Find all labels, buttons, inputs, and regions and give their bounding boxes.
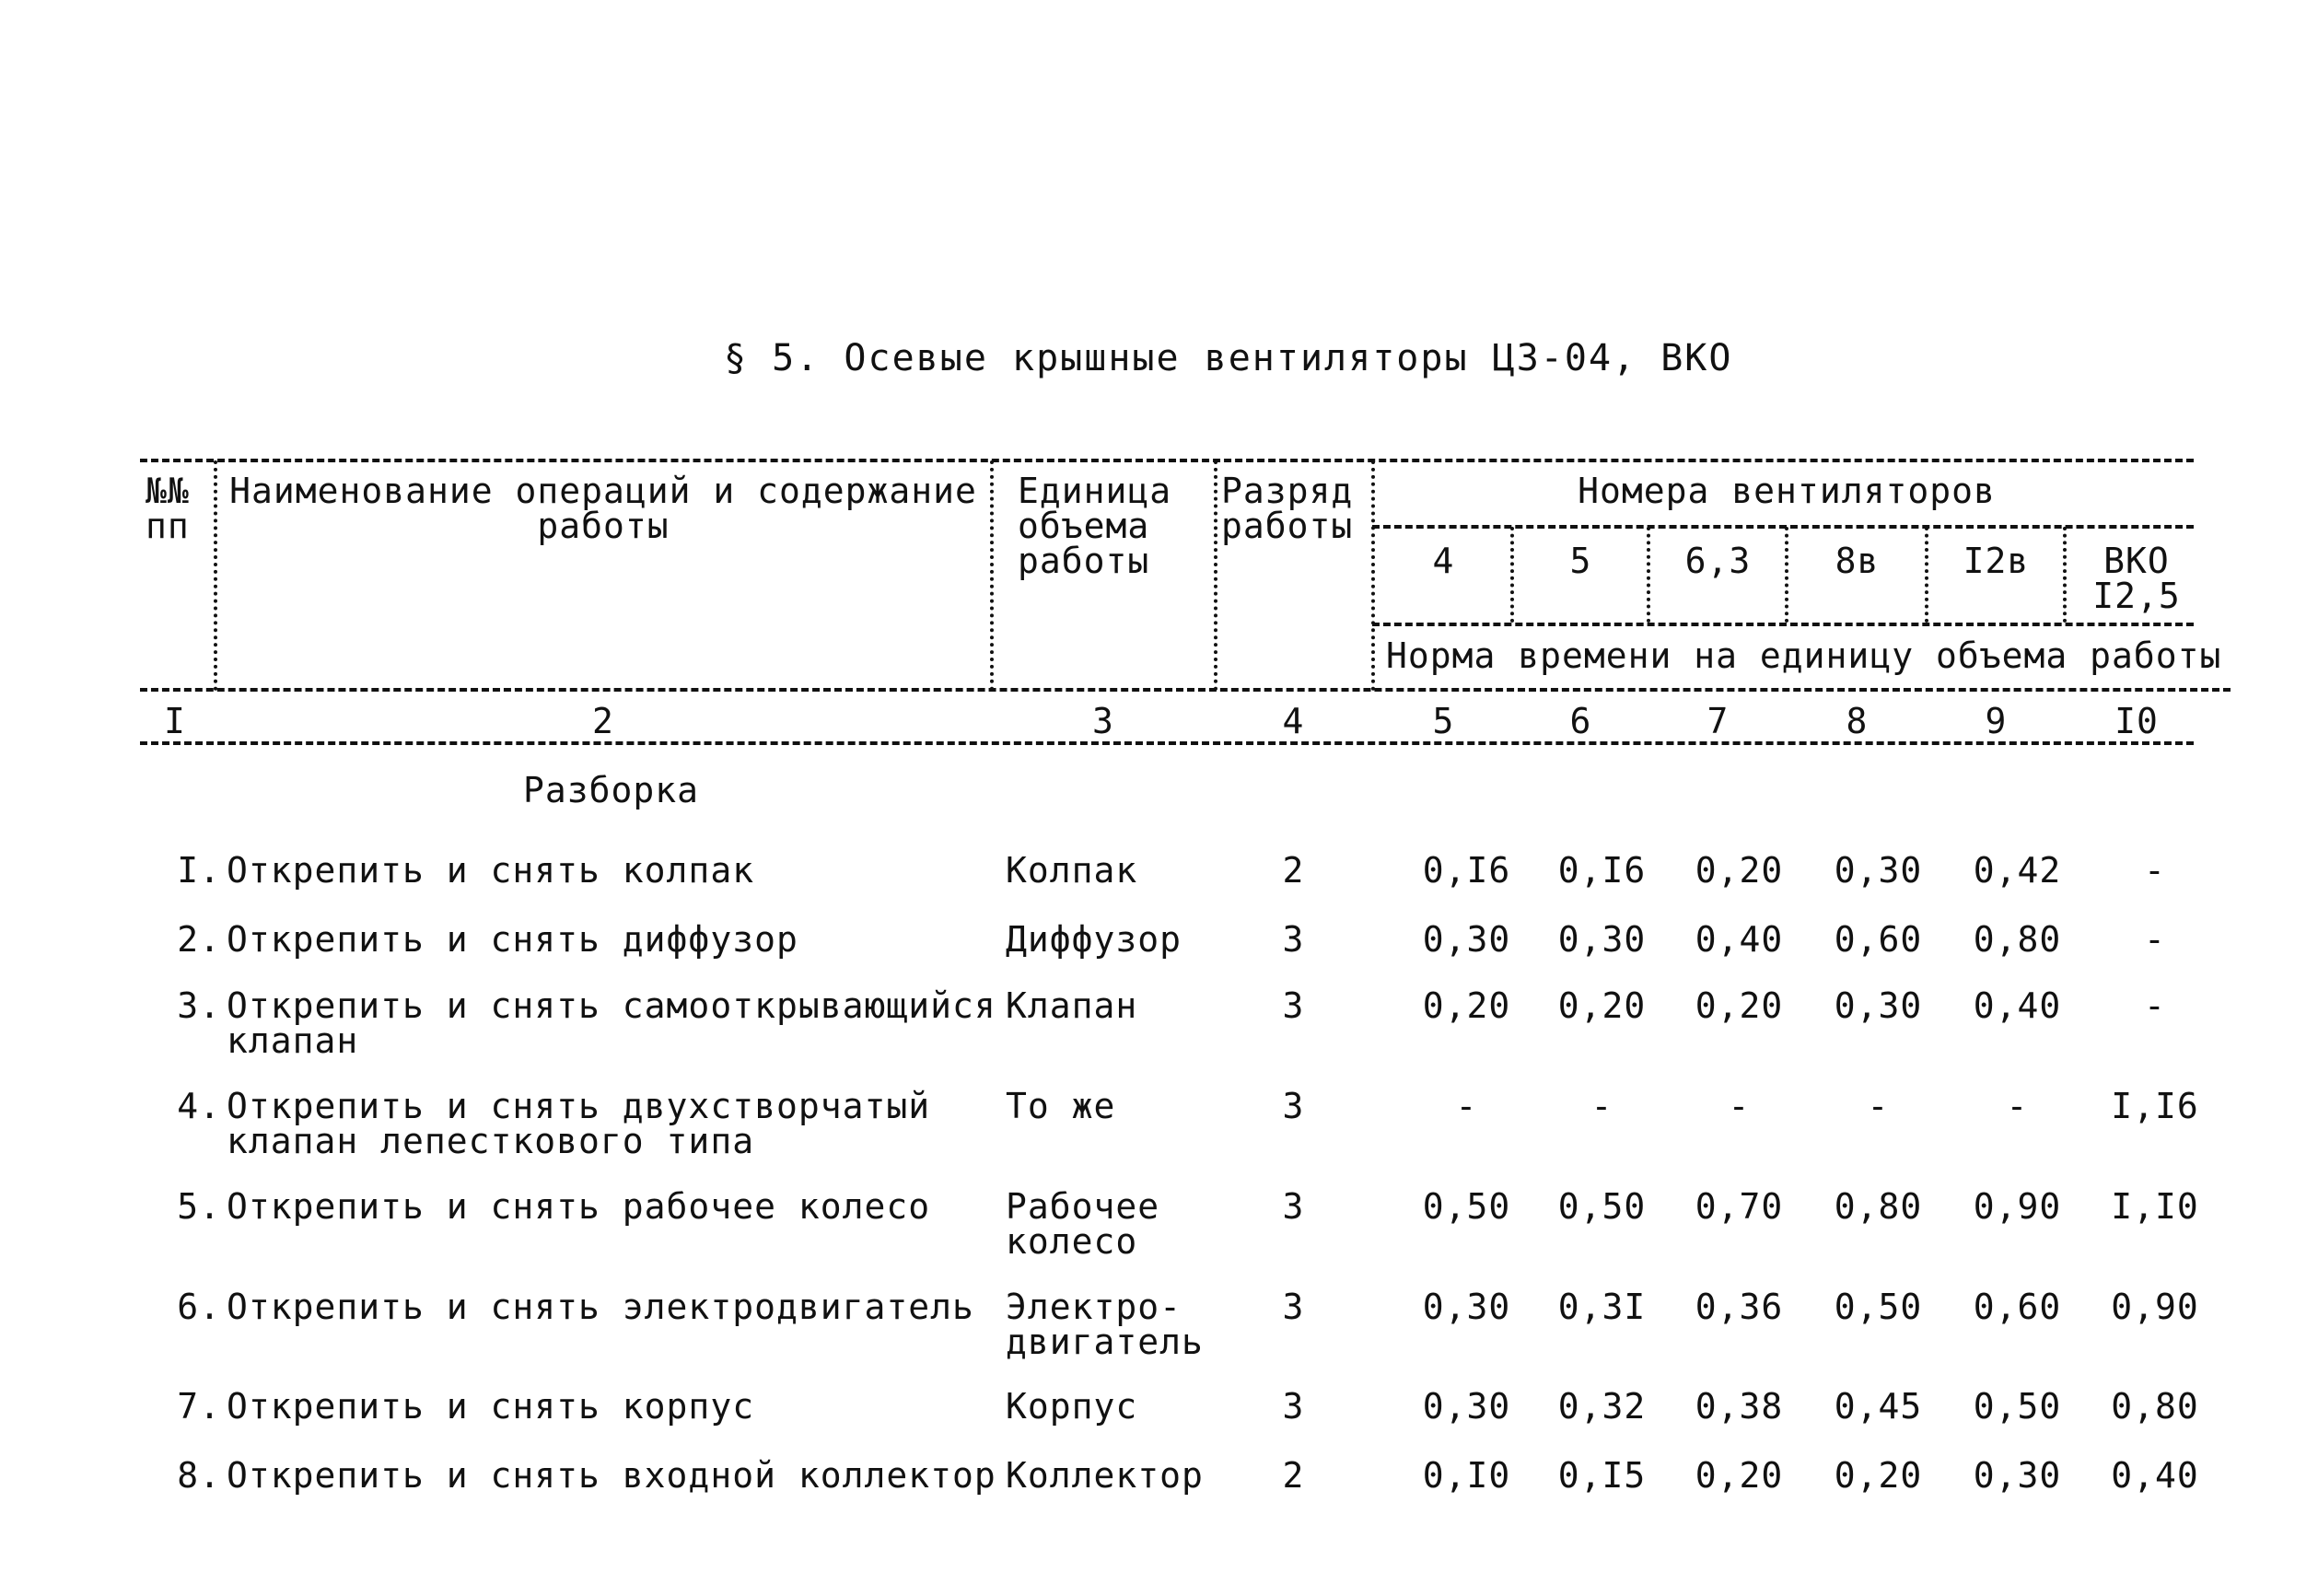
value-cell: 0,I6 [1557, 850, 1647, 891]
value-cell: - [1455, 1086, 1478, 1126]
operation-name: Открепить и снять двухстворчатый клапан лепесткового типа [227, 1086, 931, 1161]
value-cell: I,I6 [2111, 1086, 2199, 1126]
fans-sub-rule [1372, 525, 2194, 529]
value-cell: 0,30 [1557, 919, 1647, 960]
operation-name: Открепить и снять рабочее колесо [227, 1186, 931, 1227]
fan-col-6-3: 6,3 [1684, 541, 1752, 581]
value-cell: 0,42 [1973, 850, 2062, 891]
grade-cell: 3 [1282, 1386, 1305, 1427]
grade-cell: 2 [1282, 850, 1305, 891]
value-cell: 0,32 [1557, 1386, 1647, 1427]
value-cell: - [2144, 850, 2166, 891]
value-cell: 0,I5 [1557, 1455, 1647, 1496]
row-number: 7. [177, 1386, 221, 1427]
col-number: 4 [1282, 701, 1305, 741]
value-cell: 0,30 [1422, 1287, 1511, 1327]
operation-name: Открепить и снять колпак [227, 850, 755, 891]
col-number: I [164, 701, 186, 741]
value-cell: 0,60 [1973, 1287, 2062, 1327]
value-cell: 0,20 [1695, 850, 1784, 891]
header-norm: Норма времени на единицу объема работы [1386, 635, 2222, 676]
sep-grade-fans [1371, 460, 1375, 691]
fan-col-12v: I2в [1963, 541, 2030, 581]
value-cell: - [2006, 1086, 2029, 1126]
operation-name: Открепить и снять входной коллектор [227, 1455, 996, 1496]
grade-cell: 3 [1282, 1086, 1305, 1126]
value-cell: 0,40 [1973, 985, 2062, 1026]
value-cell: 0,20 [1834, 1455, 1923, 1496]
row-number: 2. [177, 919, 221, 960]
fan-col-5: 5 [1569, 541, 1592, 581]
header-name: Наименование операций и содержание работы [229, 471, 977, 546]
sep-fan-3 [1785, 527, 1788, 623]
sep-num-name [214, 460, 217, 691]
grade-cell: 3 [1282, 1186, 1305, 1227]
value-cell: - [2144, 919, 2166, 960]
header-fans: Номера вентиляторов [1578, 471, 1996, 511]
value-cell: 0,20 [1695, 1455, 1784, 1496]
unit-cell: Рабочее колесо [1006, 1186, 1160, 1262]
value-cell: 0,30 [1834, 850, 1923, 891]
value-cell: 0,50 [1557, 1186, 1647, 1227]
fan-col-4: 4 [1432, 541, 1455, 581]
header-bottom-rule [140, 688, 2231, 692]
sep-name-unit [990, 460, 994, 691]
value-cell: 0,80 [1834, 1186, 1923, 1227]
fan-col-vko: ВКО I2,5 [2092, 541, 2181, 616]
value-cell: 0,50 [1973, 1386, 2062, 1427]
unit-cell: Корпус [1006, 1386, 1138, 1427]
operation-name: Открепить и снять диффузор [227, 919, 798, 960]
col-number: 8 [1846, 701, 1869, 741]
col-number: 3 [1092, 701, 1114, 741]
col-number: 2 [592, 701, 614, 741]
table-top-rule [140, 459, 2194, 462]
unit-cell: Колпак [1006, 850, 1138, 891]
row-number: 3. [177, 985, 221, 1026]
sep-fan-2 [1647, 527, 1650, 623]
sep-fan-1 [1510, 527, 1514, 623]
value-cell: 0,30 [1422, 919, 1511, 960]
value-cell: 0,20 [1422, 985, 1511, 1026]
grade-cell: 3 [1282, 985, 1305, 1026]
value-cell: 0,3I [1557, 1287, 1647, 1327]
value-cell: 0,90 [2111, 1287, 2199, 1327]
value-cell: - [1728, 1086, 1751, 1126]
value-cell: 0,40 [2111, 1455, 2199, 1496]
grade-cell: 3 [1282, 1287, 1305, 1327]
value-cell: 0,30 [1973, 1455, 2062, 1496]
col-number: 9 [1985, 701, 2008, 741]
unit-cell: То же [1006, 1086, 1116, 1126]
unit-cell: Коллектор [1006, 1455, 1204, 1496]
operation-name: Открепить и снять электродвигатель [227, 1287, 974, 1327]
value-cell: - [2144, 985, 2166, 1026]
value-cell: 0,30 [1422, 1386, 1511, 1427]
unit-cell: Диффузор [1006, 919, 1182, 960]
value-cell: 0,30 [1834, 985, 1923, 1026]
value-cell: - [1867, 1086, 1890, 1126]
value-cell: 0,38 [1695, 1386, 1784, 1427]
row-number: 6. [177, 1287, 221, 1327]
value-cell: 0,60 [1834, 919, 1923, 960]
value-cell: 0,20 [1695, 985, 1784, 1026]
col-number: I0 [2114, 701, 2159, 741]
page-title: § 5. Осевые крышные вентиляторы ЦЗ-04, ВКО [724, 337, 1733, 379]
fans-cols-bottom-rule [1372, 623, 2194, 626]
row-number: I. [177, 850, 221, 891]
value-cell: 0,40 [1695, 919, 1784, 960]
header-grade: Разряд работы [1221, 471, 1354, 546]
value-cell: 0,80 [1973, 919, 2062, 960]
value-cell: 0,80 [2111, 1386, 2199, 1427]
header-num: №№ пп [146, 471, 190, 546]
row-number: 5. [177, 1186, 221, 1227]
value-cell: 0,50 [1834, 1287, 1923, 1327]
operation-name: Открепить и снять самооткрывающийся клапан [227, 985, 996, 1061]
value-cell: 0,70 [1695, 1186, 1784, 1227]
row-number: 8. [177, 1455, 221, 1496]
col-number: 5 [1432, 701, 1455, 741]
sep-unit-grade [1214, 460, 1217, 691]
col-number: 6 [1569, 701, 1592, 741]
value-cell: 0,36 [1695, 1287, 1784, 1327]
row-number: 4. [177, 1086, 221, 1126]
operation-name: Открепить и снять корпус [227, 1386, 755, 1427]
fan-col-8v: 8в [1835, 541, 1880, 581]
col-numbers-bottom-rule [140, 741, 2194, 745]
value-cell: 0,90 [1973, 1186, 2062, 1227]
grade-cell: 2 [1282, 1455, 1305, 1496]
value-cell: I,I0 [2111, 1186, 2199, 1227]
value-cell: - [1590, 1086, 1613, 1126]
section-heading: Разборка [523, 770, 700, 810]
grade-cell: 3 [1282, 919, 1305, 960]
col-number: 7 [1706, 701, 1730, 741]
sep-fan-5 [2063, 527, 2067, 623]
header-unit: Единица объема работы [1018, 471, 1172, 581]
unit-cell: Клапан [1006, 985, 1138, 1026]
value-cell: 0,50 [1422, 1186, 1511, 1227]
value-cell: 0,45 [1834, 1386, 1923, 1427]
sep-fan-4 [1925, 527, 1928, 623]
value-cell: 0,I6 [1422, 850, 1511, 891]
unit-cell: Электро- двигатель [1006, 1287, 1204, 1362]
value-cell: 0,20 [1557, 985, 1647, 1026]
value-cell: 0,I0 [1422, 1455, 1511, 1496]
